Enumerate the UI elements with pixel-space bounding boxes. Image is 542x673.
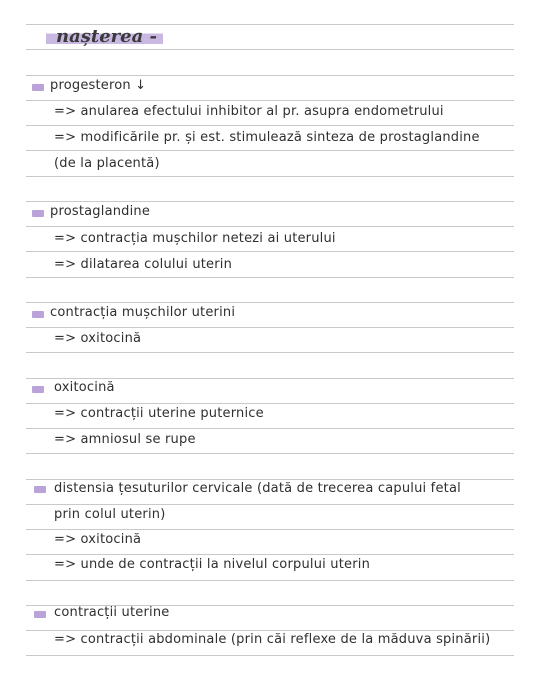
section-heading: oxitocină	[54, 380, 115, 395]
ruled-line	[26, 201, 514, 202]
section-heading: contracția mușchilor uterini	[50, 305, 236, 320]
ruled-line	[26, 100, 514, 101]
section-heading: distensia țesuturilor cervicale (dată de trecerea capului fetal	[54, 481, 461, 496]
note-line: => dilatarea colului uterin	[54, 257, 233, 272]
ruled-line	[26, 504, 514, 505]
section-heading: contracții uterine	[54, 605, 170, 620]
section-heading: progesteron ↓	[50, 78, 147, 93]
ruled-line	[26, 428, 514, 429]
ruled-line	[26, 75, 514, 76]
note-line: => contracția mușchilor netezi ai uterului	[54, 231, 336, 246]
ruled-line	[26, 580, 514, 581]
ruled-line	[26, 655, 514, 656]
page-title: nașterea -	[46, 26, 163, 47]
ruled-line	[26, 479, 514, 480]
bullet-marker	[32, 311, 44, 318]
ruled-line	[26, 529, 514, 530]
ruled-line	[26, 630, 514, 631]
note-line: => modificările pr. și est. stimulează sinteza de prostaglandine	[54, 130, 480, 145]
bullet-marker	[32, 386, 44, 393]
section-heading: prostaglandine	[50, 204, 151, 219]
note-line: => anularea efectului inhibitor al pr. asupra endometrului	[54, 104, 444, 119]
bullet-marker	[32, 210, 44, 217]
ruled-line	[26, 403, 514, 404]
ruled-line	[26, 327, 514, 328]
note-line: (de la placentă)	[54, 156, 160, 171]
ruled-line	[26, 277, 514, 278]
ruled-line	[26, 125, 514, 126]
note-line: => oxitocină	[54, 532, 142, 547]
ruled-line	[26, 226, 514, 227]
ruled-line	[26, 176, 514, 177]
note-line: => oxitocină	[54, 331, 142, 346]
note-line: => amniosul se rupe	[54, 432, 196, 447]
note-line: => contracții abdominale (prin căi reflexe de la măduva spinării)	[54, 632, 491, 647]
ruled-line	[26, 352, 514, 353]
ruled-line	[26, 24, 514, 25]
bullet-marker	[32, 84, 44, 91]
ruled-line	[26, 150, 514, 151]
note-line: => unde de contracții la nivelul corpului uterin	[54, 557, 371, 572]
ruled-line	[26, 251, 514, 252]
ruled-line	[26, 453, 514, 454]
ruled-line	[26, 302, 514, 303]
ruled-line	[26, 378, 514, 379]
ruled-line	[26, 49, 514, 50]
note-line: => contracții uterine puternice	[54, 406, 264, 421]
note-line: prin colul uterin)	[54, 507, 166, 522]
ruled-line	[26, 554, 514, 555]
bullet-marker	[34, 611, 46, 618]
bullet-marker	[34, 486, 46, 493]
